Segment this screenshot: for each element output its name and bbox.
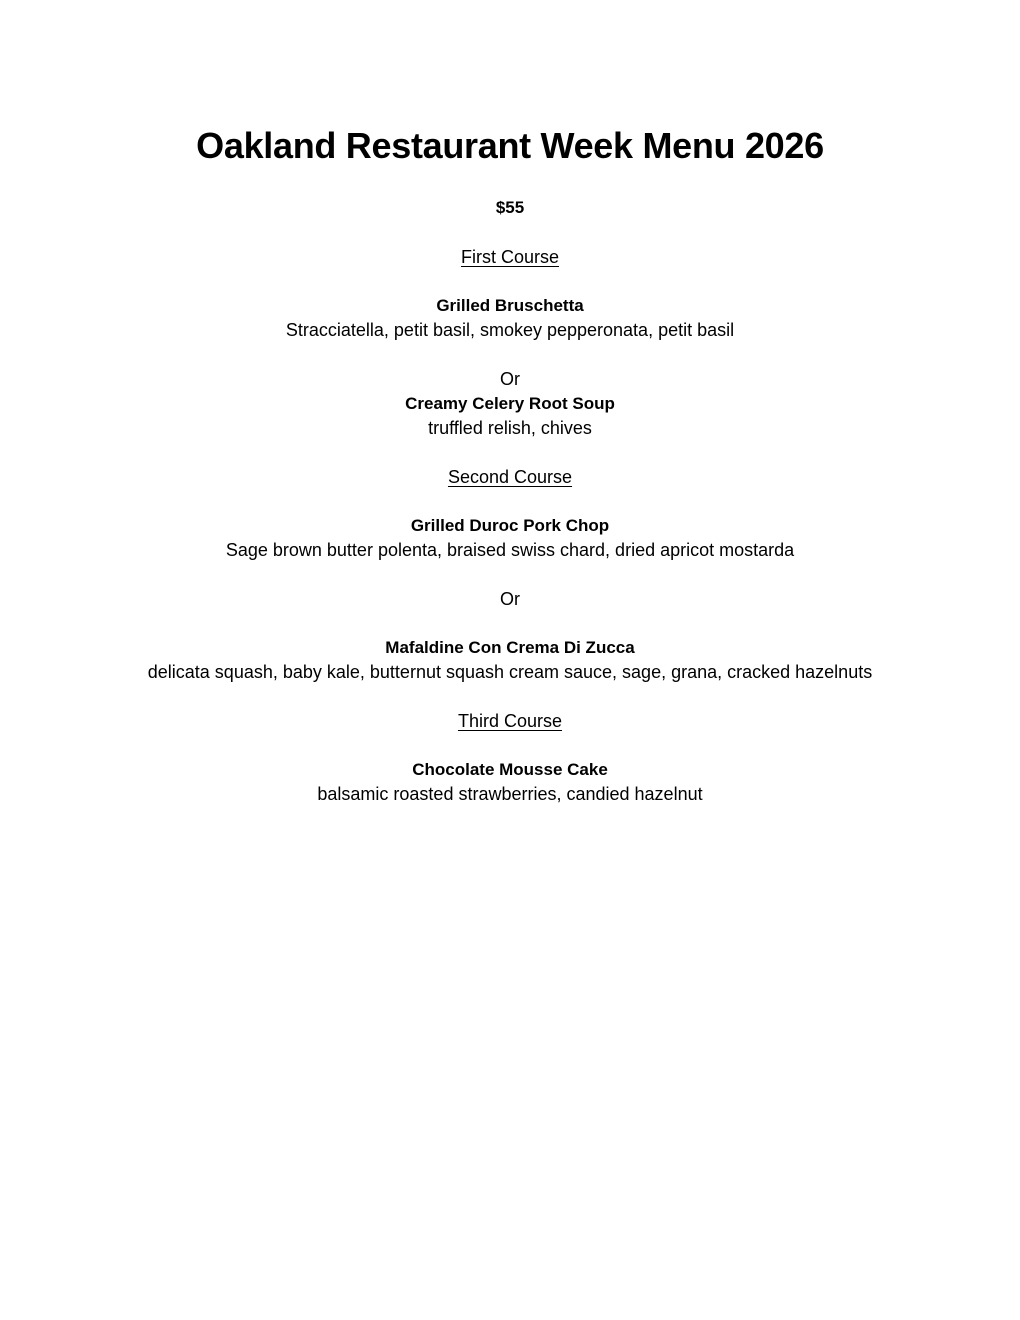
mafaldine-description: delicata squash, baby kale, butternut squash cream sauce, sage, grana, cracked hazelnuts (147, 662, 873, 682)
second-course-heading: Second Course (447, 467, 573, 487)
mafaldine-name: Mafaldine Con Crema Di Zucca (385, 638, 635, 657)
pork-chop-description: Sage brown butter polenta, braised swiss chard, dried apricot mostarda (225, 540, 795, 560)
second-course-or: Or (500, 589, 520, 609)
mousse-cake-name: Chocolate Mousse Cake (412, 760, 608, 779)
first-course-or: Or (500, 369, 520, 389)
first-course-heading: First Course (460, 247, 559, 267)
third-course-heading: Third Course (457, 711, 563, 731)
menu-price: $55 (495, 198, 525, 217)
grilled-bruschetta-name: Grilled Bruschetta (436, 296, 584, 315)
celery-root-soup-name: Creamy Celery Root Soup (405, 394, 615, 413)
celery-root-soup-description: truffled relish, chives (428, 418, 592, 438)
mousse-cake-description: balsamic roasted strawberries, candied hazelnut (317, 784, 703, 804)
menu-title: Oakland Restaurant Week Menu 2026 (196, 125, 824, 166)
grilled-bruschetta-description: Stracciatella, petit basil, smokey pepperonata, petit basil (285, 320, 735, 340)
pork-chop-name: Grilled Duroc Pork Chop (410, 516, 610, 535)
